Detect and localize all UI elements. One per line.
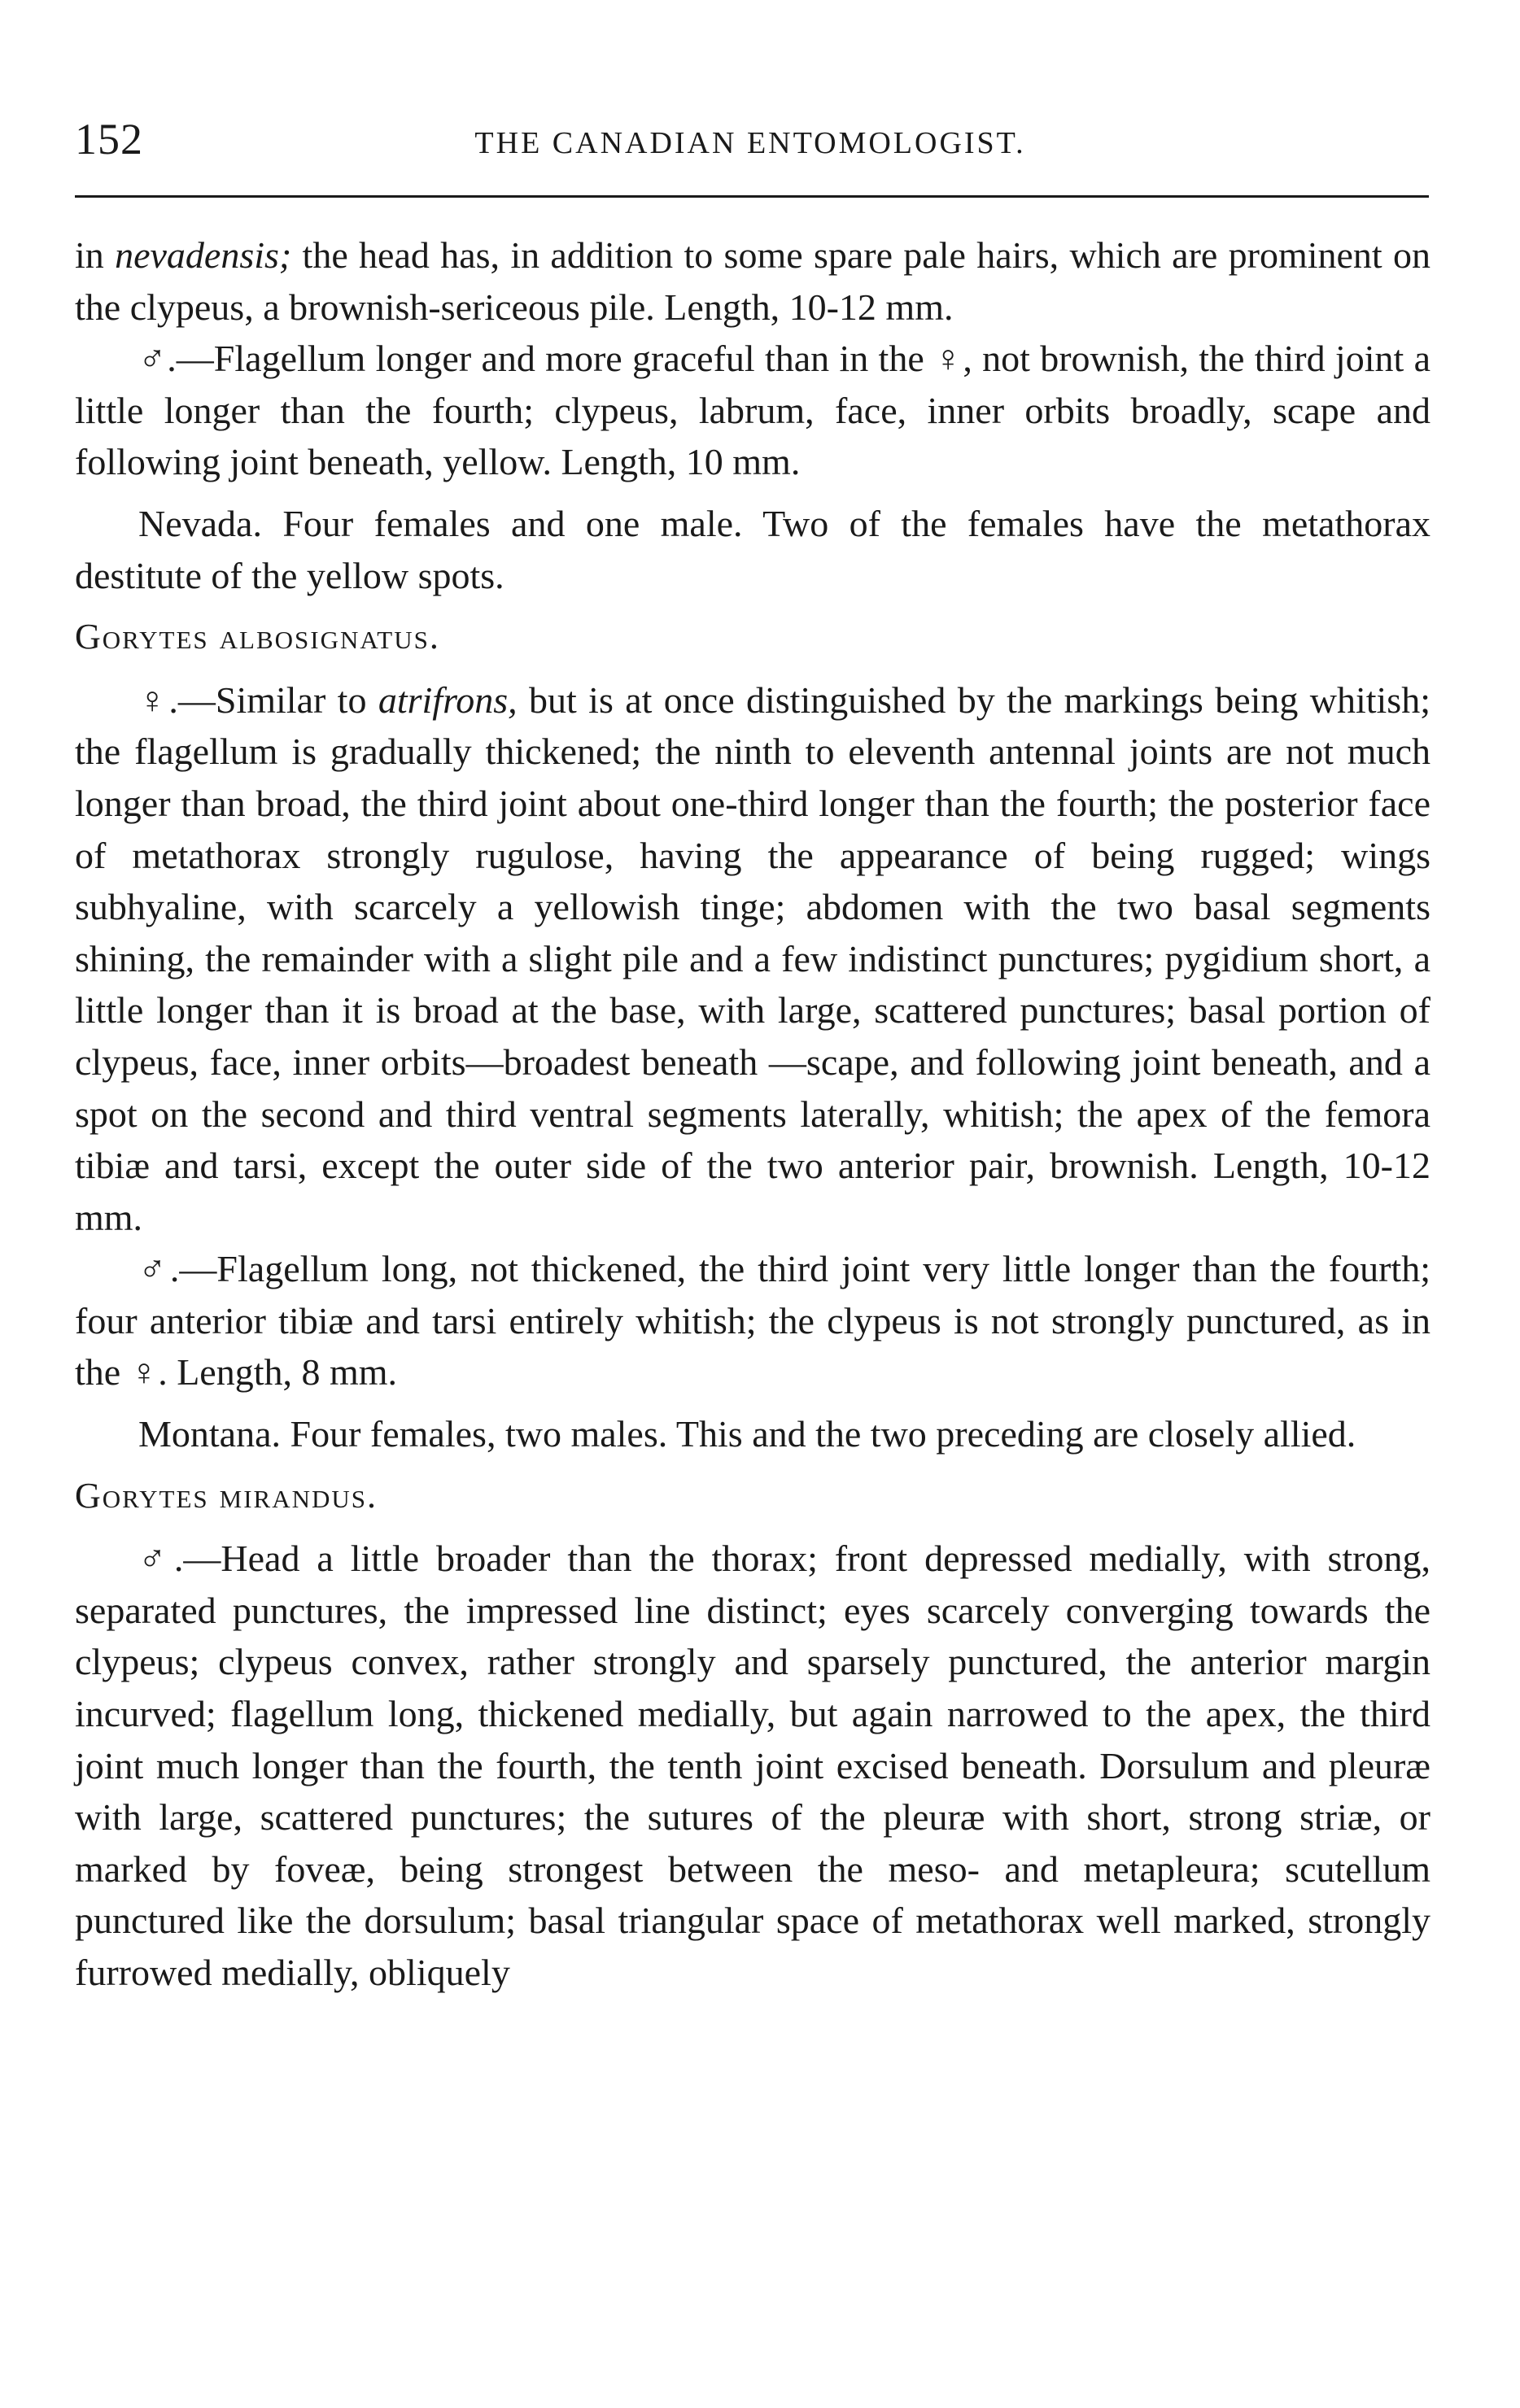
paragraph-3: Nevada. Four females and one male. Two of the females have the metathorax destitute of the yellow spots. [75,502,1430,596]
species-heading-albosignatus: Gorytes albosignatus. [75,617,440,657]
paragraph-6: Montana. Four females, two males. This and the two preceding are closely allied. [138,1413,1356,1455]
paragraph-1-lead: in [75,234,116,276]
page-number: 152 [75,115,143,164]
body-text [75,229,1430,1999]
paragraph-4-rest: but is at once distinguished by the markings being whitish; the flagellum is gradually thickened; the ninth to eleventh antennal joints are not much longer than broad, the third joint about one-third longer than the fourth; the posterior face of metathorax strongly rugulose, having the appearance of being rugged; wings subhyaline, with scarcely a yellowish tinge; abdomen with the two basal segments shining, the remainder with a slight pile and a few indistinct punctures; pygidium short, a little longer than it is broad at the base, with large, scattered punctures; basal portion of clypeus, face, inner orbits—broadest beneath —scape, and following joint beneath, and a spot on the second and third ventral segments laterally, whitish; the apex of the femora tibiæ and tarsi, except the outer side of the two anterior pair, brownish. Length, 10-12 mm. [75,678,1430,1238]
paragraph-5: ♂.—Flagellum long, not thickened, the third joint very little longer than the fourth; four anterior tibiæ and tarsi entirely whitish; the clypeus is not strongly punctured, as in the ♀. Length, 8 mm. [75,1248,1430,1394]
page-header [75,114,1426,179]
species-name-atrifrons: atrifrons, [378,678,518,721]
header-rule [75,195,1429,198]
paragraph-4-lead: ♀.—Similar to [138,678,378,721]
paragraph-1 [75,229,1430,333]
paragraph-1-rest: the head has, in addition to some spare pale hairs, which are prominent on the clypeus, a brownish-sericeous pile. Length, 10-12 mm. [75,234,1431,328]
paragraph-4 [75,674,1430,1244]
species-heading-mirandus: Gorytes mirandus. [75,1475,378,1516]
running-title: THE CANADIAN ENTOMOLOGIST. [474,126,1026,160]
species-name-nevadensis: nevadensis; [115,234,292,276]
paragraph-7: ♂.—Head a little broader than the thorax; front depressed medially, with strong, separated punctures, the impressed line distinct; eyes scarcely converging towards the clypeus; clypeus convex, rather strongly and sparsely punctured, the anterior margin incurved; flagellum long, thickened medially, but again narrowed to the apex, the third joint much longer than the fourth, the tenth joint excised beneath. Dorsulum and pleuræ with large, scattered punctures; the sutures of the pleuræ with short, strong striæ, or marked by foveæ, being strongest between the meso- and metapleura; scutellum punctured like the dorsulum; basal triangular space of metathorax well marked, strongly furrowed medially, obliquely [75,1538,1430,1993]
paragraph-2: ♂.—Flagellum longer and more graceful than in the ♀, not brownish, the third joint a little longer than the fourth; clypeus, labrum, face, inner orbits broadly, scape and following joint beneath, yellow. Length, 10 mm. [75,338,1430,483]
